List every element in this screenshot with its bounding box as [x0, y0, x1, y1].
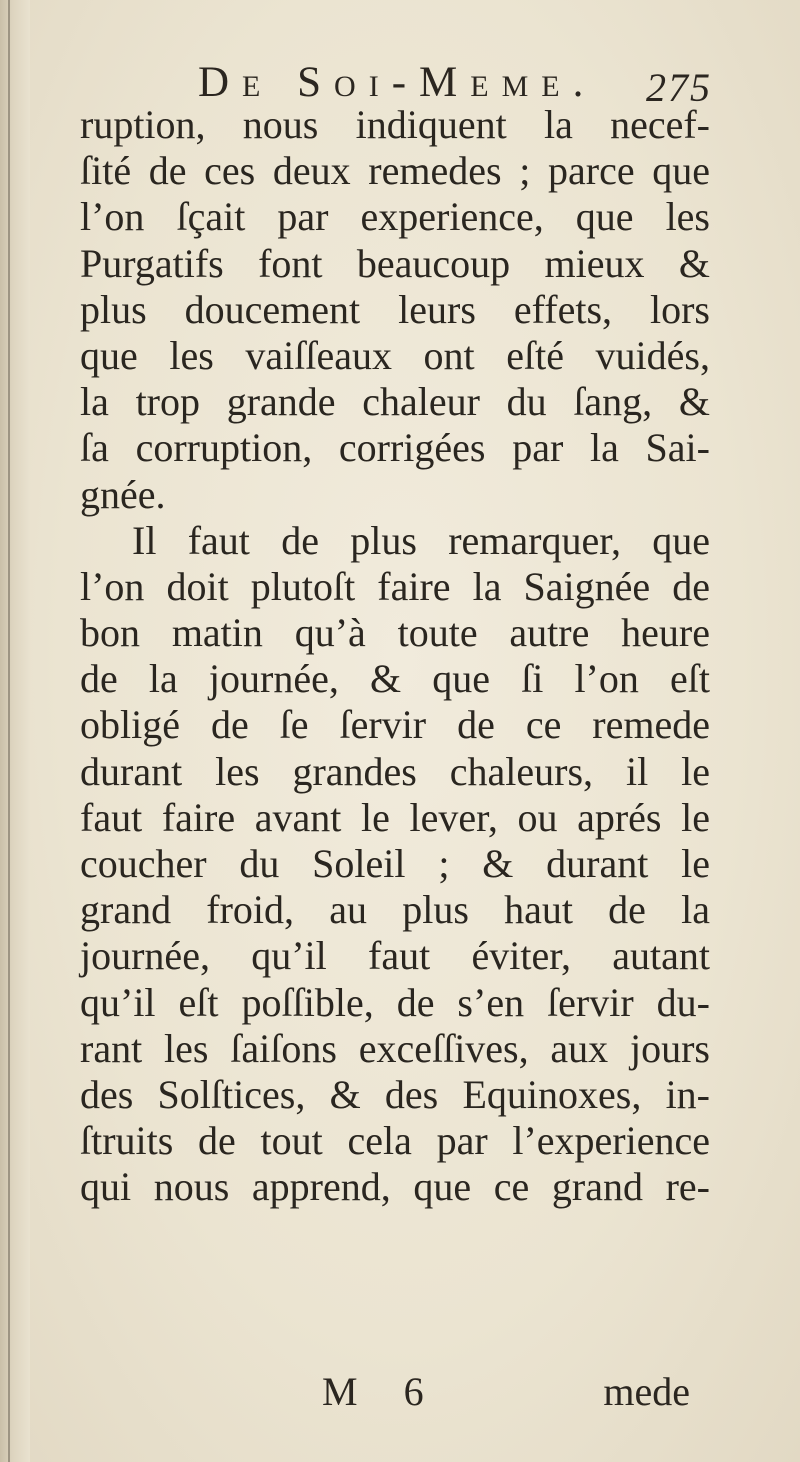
catchword: mede — [603, 1369, 690, 1414]
text-line: de la journée, & que ſi l’on eſt — [80, 656, 710, 702]
text-line: rant les ſaiſons exceſſives, aux jours — [80, 1025, 710, 1071]
binding-edge — [8, 0, 10, 1462]
body-text — [80, 102, 710, 1211]
text-line: qui nous apprend, que ce grand re- — [80, 1164, 710, 1210]
text-line: que les vaiſſeaux ont eſté vuidés, — [80, 332, 710, 378]
text-line: grand froid, au plus haut de la — [80, 887, 710, 933]
running-head: De Soi-Meme. — [198, 59, 597, 106]
page-footer — [0, 1368, 800, 1418]
text-line: qu’il eſt poſſible, de s’en ſervir du- — [80, 979, 710, 1025]
text-line: des Solſtices, & des Equinoxes, in- — [80, 1071, 710, 1117]
text-line: l’on ſçait par experience, que les — [80, 194, 710, 240]
text-line: ſité de ces deux remedes ; parce que — [80, 148, 710, 194]
text-line: l’on doit plutoſt faire la Saignée de — [80, 563, 710, 609]
text-line: coucher du Soleil ; & durant le — [80, 841, 710, 886]
text-line: bon matin qu’à toute autre heure — [80, 610, 710, 656]
text-line: gnée. — [80, 471, 166, 517]
text-line: ſtruits de tout cela par l’experience — [80, 1118, 710, 1164]
signature-mark: M 6 — [322, 1369, 442, 1414]
text-line: faut faire avant le lever, ou aprés le — [80, 794, 710, 840]
text-line: la trop grande chaleur du ſang, & — [80, 379, 710, 425]
text-line: ruption, nous indiquent la necef- — [80, 102, 710, 147]
text-line: ſa corruption, corrigées par la Sai- — [80, 425, 710, 471]
paragraph-start-line: Il faut de plus remarquer, que — [132, 517, 710, 563]
page-number: 275 — [646, 65, 712, 110]
page-gutter — [0, 0, 30, 1462]
text-line: plus doucement leurs effets, lors — [80, 286, 710, 332]
text-line: durant les grandes chaleurs, il le — [80, 748, 710, 794]
text-line: Purgatifs font beaucoup mieux & — [80, 240, 710, 286]
text-line: obligé de ſe ſervir de ce remede — [80, 702, 710, 748]
text-line: journée, qu’il faut éviter, autant — [80, 933, 710, 979]
